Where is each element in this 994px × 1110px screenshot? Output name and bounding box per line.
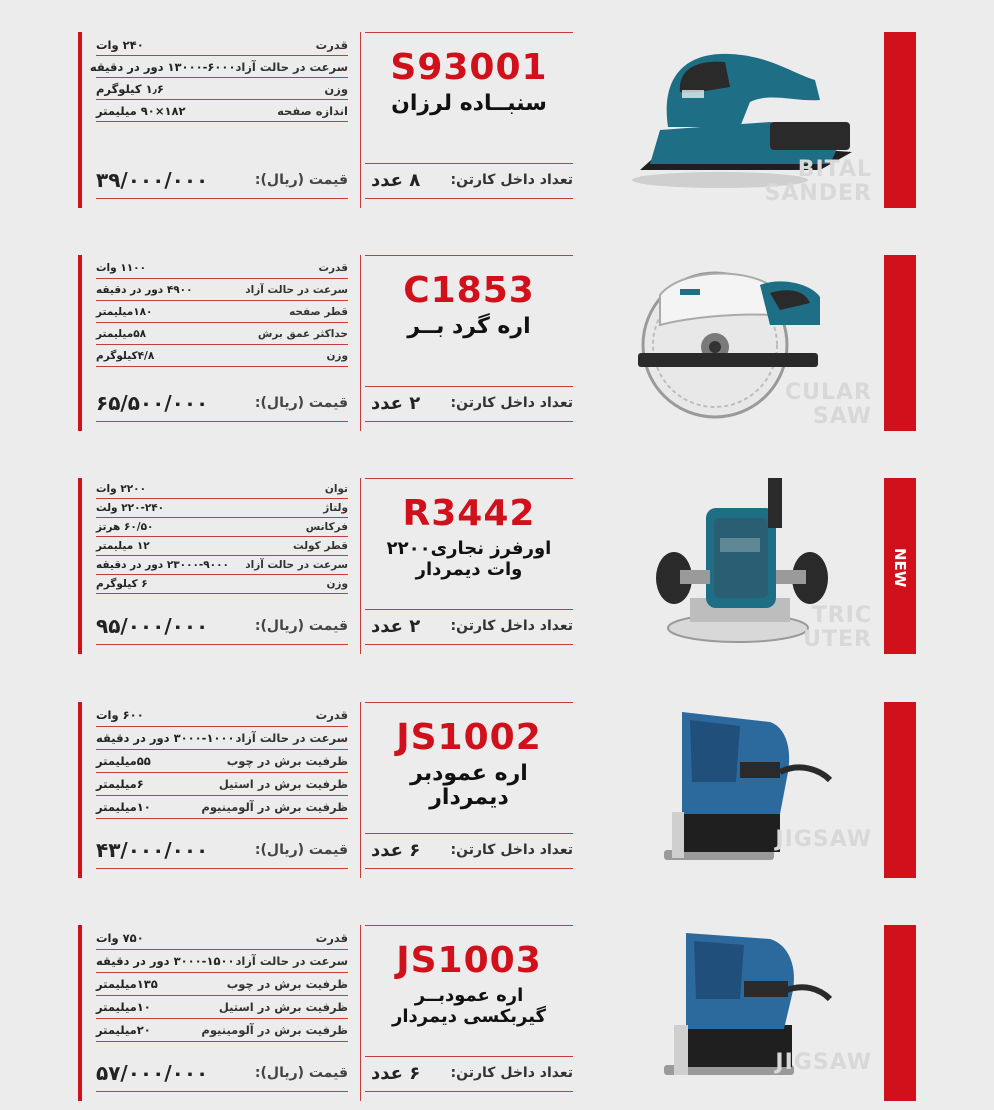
spec-key: ظرفیت برش در چوب bbox=[226, 977, 348, 991]
spec-table bbox=[78, 702, 348, 878]
spec-value: ۱۲ میلیمتر bbox=[96, 540, 150, 552]
spec-value: ۷۵۰ وات bbox=[96, 931, 144, 945]
side-accent-bar bbox=[884, 478, 916, 654]
carton-value: ۸ عدد bbox=[371, 169, 421, 191]
spec-key: سرعت در حالت آزاد bbox=[235, 59, 348, 74]
spec-row bbox=[96, 704, 348, 727]
product-card-c1853 bbox=[0, 255, 994, 431]
spec-key: حداکثر عمق برش bbox=[257, 327, 348, 340]
side-accent-bar bbox=[884, 925, 916, 1101]
spec-value: ۲۰میلیمتر bbox=[96, 1023, 151, 1037]
carton-row bbox=[365, 162, 573, 199]
product-card-js1002 bbox=[0, 702, 994, 878]
product-card-s93001 bbox=[0, 32, 994, 208]
spec-key: قدرت bbox=[315, 708, 348, 722]
carton-row bbox=[365, 832, 573, 869]
product-card-js1003 bbox=[0, 925, 994, 1101]
price-value: ۴۳/۰۰۰/۰۰۰ bbox=[96, 838, 209, 862]
spec-row bbox=[96, 301, 348, 323]
spec-key: قدرت bbox=[315, 931, 348, 945]
spec-value: ۴۹۰۰ دور در دقیقه bbox=[96, 283, 193, 296]
carton-row bbox=[365, 385, 573, 422]
spec-row bbox=[96, 480, 348, 499]
spec-row bbox=[89, 56, 348, 78]
spec-row bbox=[96, 345, 348, 367]
spec-value: ۶۰/۵۰ هرتز bbox=[96, 521, 154, 533]
spec-key: ظرفیت برش در استیل bbox=[218, 1000, 348, 1014]
model-number: S93001 bbox=[390, 47, 548, 88]
product-image bbox=[620, 478, 882, 654]
price-row bbox=[96, 385, 348, 422]
spec-row bbox=[96, 257, 348, 279]
spec-value: ۱۳۵میلیمتر bbox=[96, 977, 158, 991]
carton-label: تعداد داخل کارتن: bbox=[450, 395, 573, 411]
product-image bbox=[620, 925, 882, 1101]
spec-key: فرکانس bbox=[305, 521, 348, 533]
price-row bbox=[96, 608, 348, 645]
model-block bbox=[360, 702, 573, 878]
spec-row bbox=[96, 537, 348, 556]
price-value: ۶۵/۵۰۰/۰۰۰ bbox=[96, 391, 209, 415]
model-block bbox=[360, 32, 573, 208]
price-value: ۹۵/۰۰۰/۰۰۰ bbox=[96, 614, 209, 638]
product-image bbox=[620, 32, 882, 208]
spec-value: ۱۸۰میلیمتر bbox=[96, 305, 153, 318]
background-watermark: JIGSAW bbox=[775, 1050, 872, 1075]
price-label: قیمت (ریال): bbox=[254, 172, 348, 188]
spec-key: ظرفیت برش در چوب bbox=[226, 754, 348, 768]
model-number: JS1002 bbox=[396, 717, 542, 758]
background-watermark: BITAL SANDER bbox=[764, 157, 872, 206]
price-label: قیمت (ریال): bbox=[254, 618, 348, 634]
model-block bbox=[360, 255, 573, 431]
spec-key: ظرفیت برش در آلومینیوم bbox=[201, 800, 348, 814]
spec-value: ۶میلیمتر bbox=[96, 777, 144, 791]
spec-key: وزن bbox=[326, 349, 348, 362]
model-block bbox=[360, 478, 573, 654]
product-image bbox=[620, 702, 882, 878]
spec-row bbox=[96, 773, 348, 796]
spec-key: وزن bbox=[326, 578, 348, 590]
spec-row bbox=[96, 950, 348, 973]
product-card-r3442 bbox=[0, 478, 994, 654]
new-badge: NEW bbox=[891, 548, 909, 588]
spec-row bbox=[96, 796, 348, 819]
spec-table bbox=[78, 255, 348, 431]
product-image bbox=[620, 255, 882, 431]
price-label: قیمت (ریال): bbox=[254, 1065, 348, 1081]
carton-label: تعداد داخل کارتن: bbox=[450, 618, 573, 634]
spec-key: ظرفیت برش در آلومینیوم bbox=[201, 1023, 348, 1037]
spec-value: ۱۱۰۰ وات bbox=[96, 261, 146, 274]
price-row bbox=[96, 1055, 348, 1092]
spec-value: ۱۰میلیمتر bbox=[96, 1000, 151, 1014]
spec-key: توان bbox=[324, 483, 348, 495]
spec-table bbox=[78, 32, 348, 208]
spec-value: ۴/۸کیلوگرم bbox=[96, 349, 155, 362]
spec-key: سرعت در حالت آزاد bbox=[235, 954, 348, 968]
spec-row bbox=[96, 750, 348, 773]
spec-key: قطر صفحه bbox=[289, 305, 348, 318]
spec-row bbox=[96, 996, 348, 1019]
background-watermark: CULAR SAW bbox=[785, 380, 872, 429]
carton-row bbox=[365, 1055, 573, 1092]
spec-value: ۳۰۰۰-۱۵۰۰ دور در دقیقه bbox=[96, 954, 235, 968]
product-name: اره عمودبــر گیربکسی دیمردار bbox=[391, 985, 547, 1027]
spec-value: ۵۸میلیمتر bbox=[96, 327, 147, 340]
spec-row bbox=[96, 279, 348, 301]
spec-row bbox=[96, 973, 348, 996]
carton-label: تعداد داخل کارتن: bbox=[450, 842, 573, 858]
spec-value: ۱۸۲×۹۰ میلیمتر bbox=[96, 103, 186, 118]
spec-value: ۲۲۰۰ وات bbox=[96, 483, 146, 495]
spec-row bbox=[96, 575, 348, 594]
model-number: JS1003 bbox=[396, 940, 542, 981]
carton-value: ۲ عدد bbox=[371, 615, 421, 637]
price-label: قیمت (ریال): bbox=[254, 842, 348, 858]
product-name: اورفرز نجاری۲۲۰۰ وات دیمردار bbox=[386, 538, 552, 580]
price-label: قیمت (ریال): bbox=[254, 395, 348, 411]
spec-value: ۶ کیلوگرم bbox=[96, 578, 148, 590]
spec-row bbox=[96, 556, 348, 575]
model-number: C1853 bbox=[403, 270, 535, 311]
model-block bbox=[360, 925, 573, 1101]
background-watermark: JIGSAW bbox=[775, 827, 872, 852]
spec-row bbox=[96, 499, 348, 518]
spec-value: ۱۰میلیمتر bbox=[96, 800, 151, 814]
spec-row bbox=[96, 100, 348, 122]
spec-value: ۱٫۶ کیلوگرم bbox=[96, 81, 164, 96]
price-value: ۵۷/۰۰۰/۰۰۰ bbox=[96, 1061, 209, 1085]
spec-key: قدرت bbox=[315, 37, 348, 52]
price-row bbox=[96, 162, 348, 199]
product-name: اره گرد بــر bbox=[407, 314, 531, 339]
spec-value: ۵۵میلیمتر bbox=[96, 754, 151, 768]
background-watermark: TRIC UTER bbox=[803, 603, 872, 652]
carton-value: ۶ عدد bbox=[371, 839, 421, 861]
spec-key: سرعت در حالت آزاد bbox=[235, 731, 348, 745]
spec-row bbox=[96, 34, 348, 56]
carton-value: ۶ عدد bbox=[371, 1062, 421, 1084]
spec-value: ۲۳۰۰۰-۹۰۰۰ دور در دقیقه bbox=[96, 559, 229, 571]
carton-label: تعداد داخل کارتن: bbox=[450, 1065, 573, 1081]
price-row bbox=[96, 832, 348, 869]
spec-key: قدرت bbox=[318, 261, 348, 274]
spec-key: ظرفیت برش در استیل bbox=[218, 777, 348, 791]
spec-value: ۱۳۰۰۰-۶۰۰۰ دور در دقیقه bbox=[89, 59, 236, 74]
spec-value: ۳۰۰۰-۱۰۰۰ دور در دقیقه bbox=[96, 731, 235, 745]
product-name: سنبــاده لرزان bbox=[391, 91, 547, 116]
price-value: ۳۹/۰۰۰/۰۰۰ bbox=[96, 168, 209, 192]
spec-row bbox=[96, 927, 348, 950]
spec-row bbox=[96, 518, 348, 537]
spec-row bbox=[96, 323, 348, 345]
spec-key: سرعت در حالت آزاد bbox=[245, 283, 348, 296]
model-number: R3442 bbox=[402, 493, 536, 534]
spec-row bbox=[96, 727, 348, 750]
product-name: اره عمودبر دیمردار bbox=[410, 761, 528, 810]
side-accent-bar bbox=[884, 702, 916, 878]
spec-value: ۲۴۰ وات bbox=[96, 37, 144, 52]
spec-key: وزن bbox=[324, 81, 348, 96]
side-accent-bar bbox=[884, 32, 916, 208]
carton-row bbox=[365, 608, 573, 645]
spec-row bbox=[96, 78, 348, 100]
side-accent-bar bbox=[884, 255, 916, 431]
carton-value: ۲ عدد bbox=[371, 392, 421, 414]
spec-table bbox=[78, 478, 348, 654]
spec-key: سرعت در حالت آزاد bbox=[245, 559, 348, 571]
carton-label: تعداد داخل کارتن: bbox=[450, 172, 573, 188]
spec-table bbox=[78, 925, 348, 1101]
spec-key: قطر کولت bbox=[292, 540, 348, 552]
spec-value: ۶۰۰ وات bbox=[96, 708, 144, 722]
spec-key: ولتاژ bbox=[323, 502, 348, 514]
spec-key: اندازه صفحه bbox=[277, 103, 348, 118]
spec-row bbox=[96, 1019, 348, 1042]
spec-value: ۲۲۰-۲۴۰ ولت bbox=[96, 502, 165, 514]
